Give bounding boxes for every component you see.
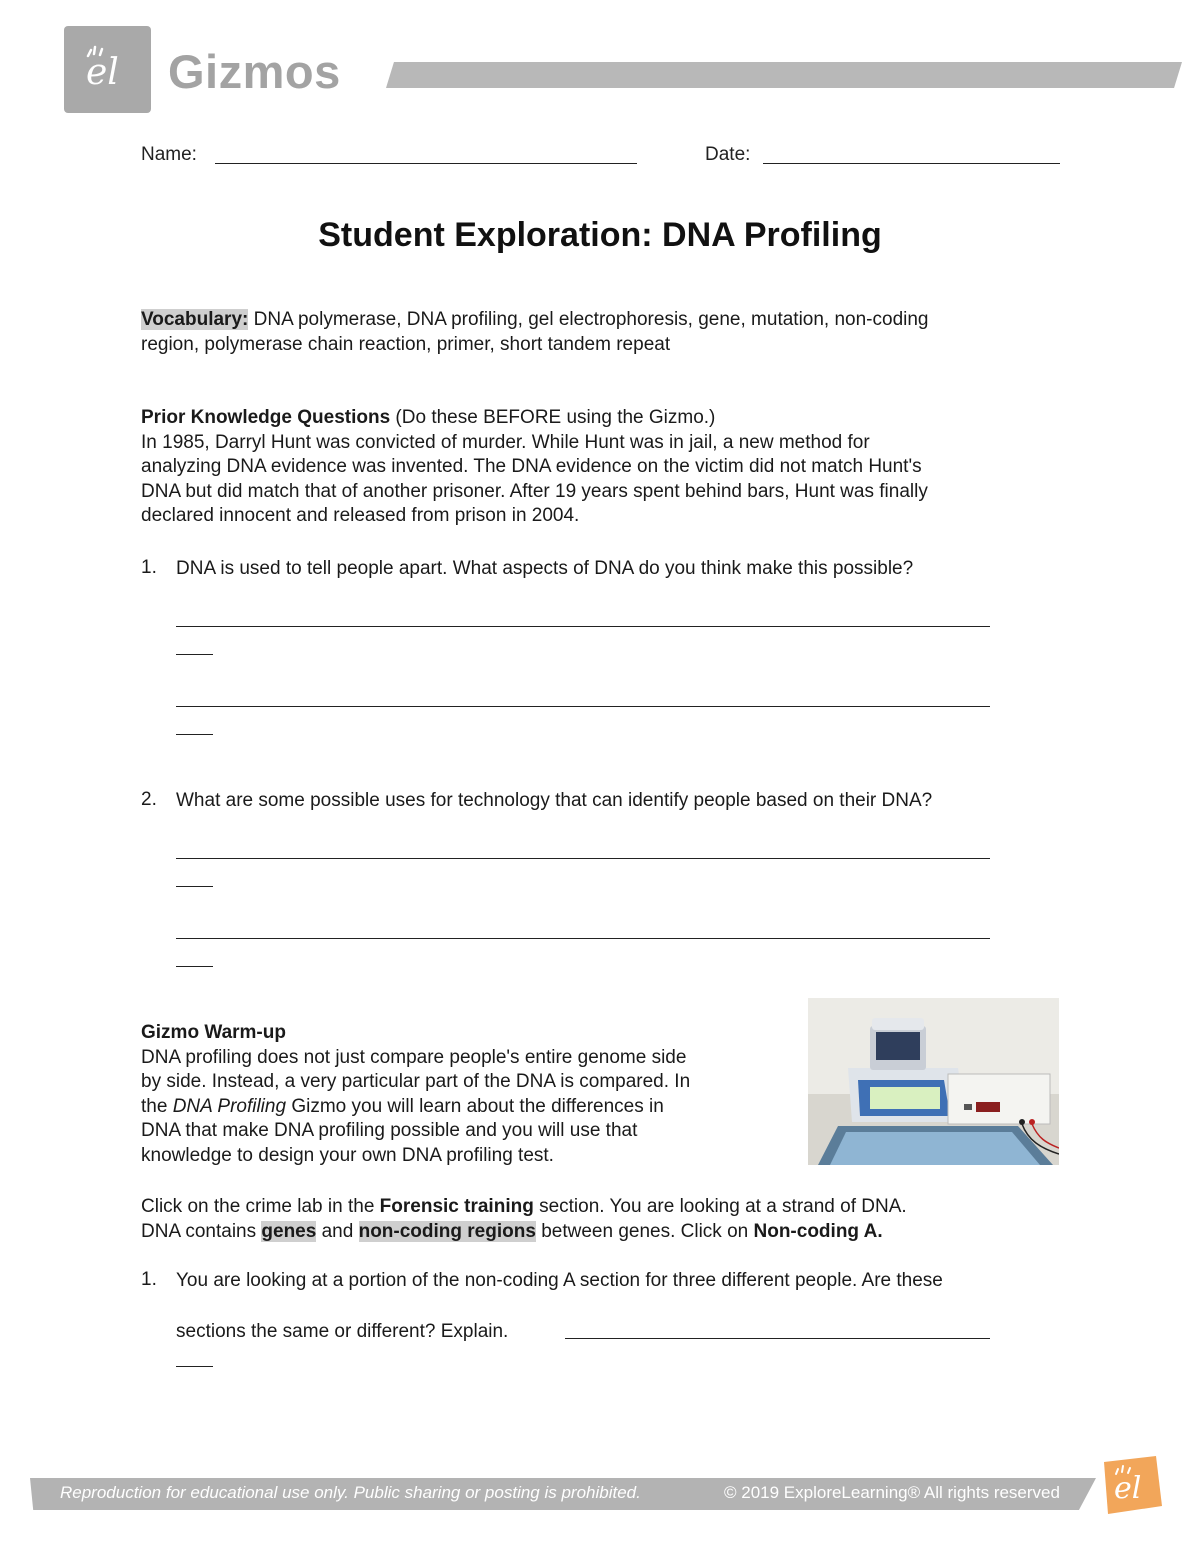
answer-line-end	[176, 886, 213, 887]
el-logo-icon	[64, 26, 151, 113]
instruction-text: between genes. Click on	[535, 1220, 754, 1242]
warmup-line: the	[141, 1095, 173, 1117]
warmup-heading: Gizmo Warm-up	[141, 1022, 286, 1043]
answer-line[interactable]	[176, 858, 990, 859]
prior-line: DNA but did match that of another prisoner. After 19 years spent behind bars, Hunt was finally	[141, 480, 928, 502]
date-field[interactable]	[763, 163, 1060, 164]
prior-line: analyzing DNA evidence was invented. The DNA evidence on the victim did not match Hunt's	[141, 456, 922, 477]
svg-text:el: el	[1114, 1471, 1142, 1506]
explorelearning-logo-icon	[1096, 1454, 1164, 1516]
question-text: sections the same or different? Explain.	[176, 1321, 509, 1342]
question-number: 2.	[141, 789, 157, 810]
instruction-text: section. You are looking at a strand of DNA.	[533, 1196, 907, 1217]
instruction-text: and	[316, 1220, 359, 1242]
page-title: Student Exploration: DNA Profiling	[318, 216, 882, 254]
question-number: 1.	[141, 557, 157, 578]
prior-line: declared innocent and released from prison in 2004.	[141, 505, 580, 526]
vocabulary-label: Vocabulary:	[141, 309, 249, 330]
vocabulary-text-1: DNA polymerase, DNA profiling, gel electrophoresis, gene, mutation, non-coding	[248, 309, 929, 330]
name-label: Name:	[141, 144, 197, 165]
warmup-section	[141, 1021, 791, 1168]
answer-line-end	[176, 654, 213, 655]
name-field[interactable]	[215, 163, 637, 164]
prior-note: (Do these BEFORE using the Gizmo.)	[390, 407, 716, 428]
warmup-line: by side. Instead, a very particular part of the DNA is compared. In	[141, 1071, 691, 1092]
warmup-line: Gizmo you will learn about the differences in	[286, 1095, 664, 1117]
prior-line: In 1985, Darryl Hunt was convicted of murder. While Hunt was in jail, a new method for	[141, 431, 870, 453]
answer-line-end	[176, 734, 213, 735]
vocabulary-text-2: region, polymerase chain reaction, primer, short tandem repeat	[141, 333, 671, 355]
vocabulary	[141, 308, 1071, 357]
warmup-line: DNA profiling does not just compare people's entire genome side	[141, 1046, 687, 1068]
brand-name: Gizmos	[168, 45, 341, 98]
gizmo-name: DNA Profiling	[172, 1095, 287, 1117]
answer-line[interactable]	[176, 938, 990, 939]
header-bar	[386, 62, 1182, 88]
question-number: 1.	[141, 1269, 157, 1290]
instructions	[141, 1195, 1101, 1244]
question-text: DNA is used to tell people apart. What aspects of DNA do you think make this possible?	[176, 558, 914, 579]
instruction-text: Click on the crime lab in the	[141, 1196, 380, 1217]
answer-line[interactable]	[565, 1338, 990, 1339]
prior-heading: Prior Knowledge Questions	[141, 407, 391, 428]
noncoding-a-label: Non-coding A.	[753, 1220, 883, 1242]
noncoding-term: non-coding regions	[358, 1220, 536, 1242]
instruction-text: DNA contains	[141, 1220, 262, 1242]
answer-line-end	[176, 966, 213, 967]
answer-line-end	[176, 1366, 213, 1367]
prior-knowledge	[141, 406, 1101, 529]
gel-electrophoresis-photo	[808, 998, 1059, 1165]
answer-line[interactable]	[176, 706, 990, 707]
question-text: What are some possible uses for technology that can identify people based on their DNA?	[176, 790, 933, 811]
answer-line[interactable]	[176, 626, 990, 627]
warmup-line: DNA that make DNA profiling possible and you will use that	[141, 1120, 638, 1141]
warmup-line: knowledge to design your own DNA profiling test.	[141, 1144, 554, 1166]
footer-copyright: © 2019 ExploreLearning® All rights reserved	[724, 1483, 1060, 1502]
date-label: Date:	[705, 144, 751, 165]
forensic-training-label: Forensic training	[379, 1196, 534, 1217]
question-text: You are looking at a portion of the non-coding A section for three different people. Are these	[176, 1270, 943, 1291]
svg-text:el: el	[86, 52, 119, 93]
genes-term: genes	[261, 1220, 317, 1242]
footer-notice: Reproduction for educational use only. Public sharing or posting is prohibited.	[60, 1483, 641, 1502]
